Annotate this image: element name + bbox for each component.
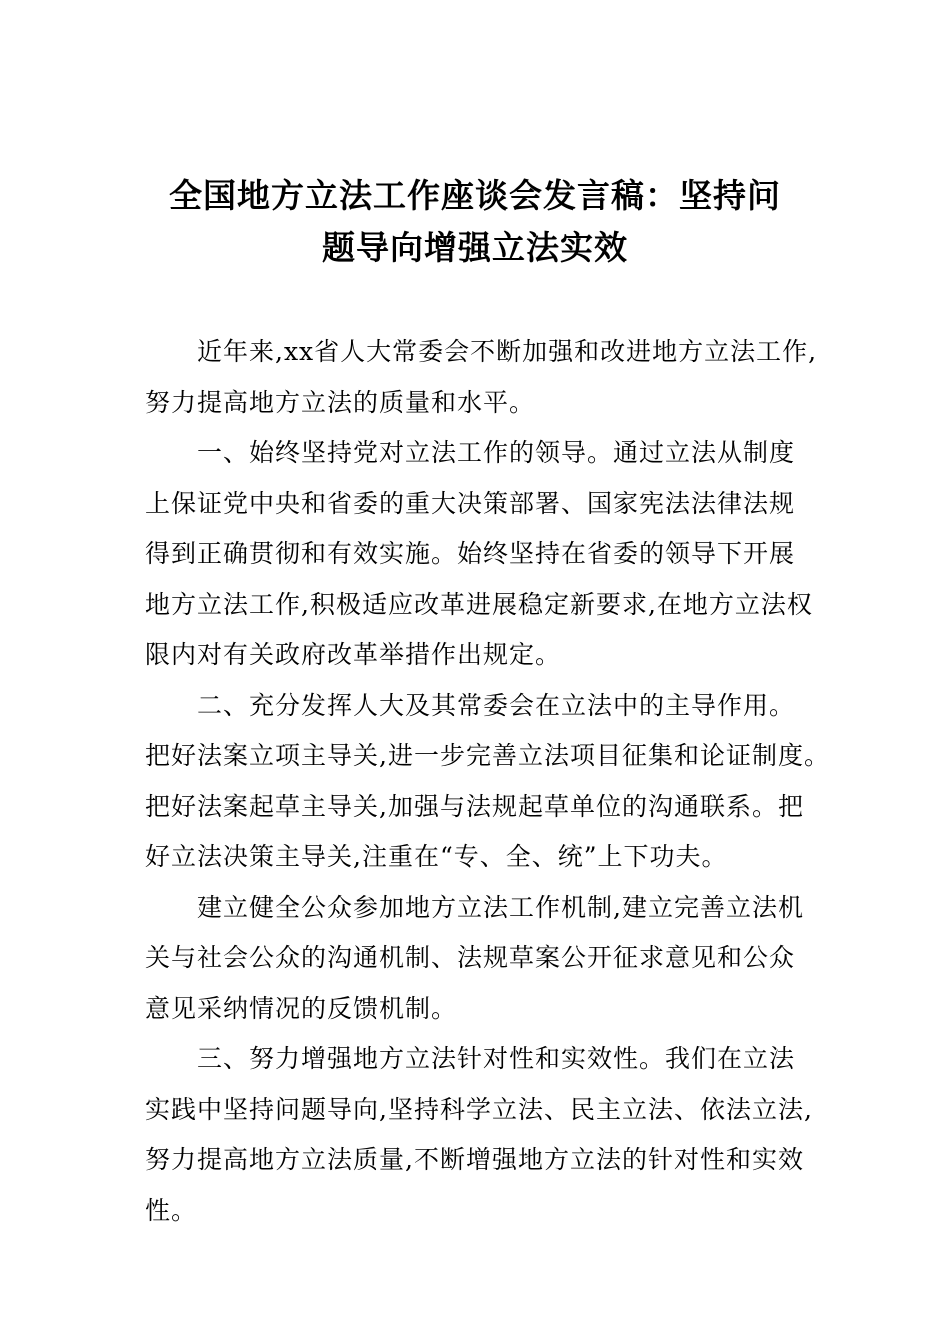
text-line: 关与社会公众的沟通机制、法规草案公开征求意见和公众 <box>145 943 796 972</box>
text-line: 建立健全公众参加地方立法工作机制,建立完善立法机 <box>197 892 804 922</box>
paragraph-effectiveness <box>145 1034 825 1236</box>
text-line: 意见采纳情况的反馈机制。 <box>145 993 458 1023</box>
title-line-1: 全国地方立法工作座谈会发言稿：坚持问 <box>169 176 781 215</box>
text-line: 努力提高地方立法质量,不断增强地方立法的针对性和实效 <box>145 1145 804 1174</box>
text-line: 实践中坚持问题导向,坚持科学立法、民主立法、依法立法, <box>145 1094 813 1124</box>
text-line: 得到正确贯彻和有效实施。始终坚持在省委的领导下开展 <box>145 539 796 568</box>
text-line: 一、始终坚持党对立法工作的领导。通过立法从制度 <box>197 438 796 467</box>
text-line: 把好法案立项主导关,进一步完善立法项目征集和论证制度。 <box>145 741 830 770</box>
paragraph-public-participation <box>145 883 825 1035</box>
paragraph-party-leadership <box>145 428 825 681</box>
text-line: 把好法案起草主导关,加强与法规起草单位的沟通联系。把 <box>145 791 804 821</box>
text-line: 努力提高地方立法的质量和水平。 <box>145 387 536 417</box>
text-line: 二、充分发挥人大及其常委会在立法中的主导作用。 <box>197 690 796 720</box>
text-line: 近年来,xx省人大常委会不断加强和改进地方立法工作, <box>197 337 818 366</box>
text-line: 好立法决策主导关,注重在“专、全、统”上下功夫。 <box>145 842 728 871</box>
text-line: 上保证党中央和省委的重大决策部署、国家宪法法律法规 <box>145 488 796 518</box>
document-title <box>145 170 805 274</box>
text-line: 限内对有关政府改革举措作出规定。 <box>145 640 562 669</box>
text-line: 地方立法工作,积极适应改革进展稳定新要求,在地方立法权 <box>145 589 813 619</box>
paragraph-intro <box>145 327 825 428</box>
text-line: 三、努力增强地方立法针对性和实效性。我们在立法 <box>197 1044 796 1073</box>
document-body <box>145 327 830 1236</box>
paragraph-leading-role <box>145 681 830 883</box>
title-line-2: 题导向增强立法实效 <box>322 228 628 267</box>
text-line: 性。 <box>145 1195 198 1225</box>
